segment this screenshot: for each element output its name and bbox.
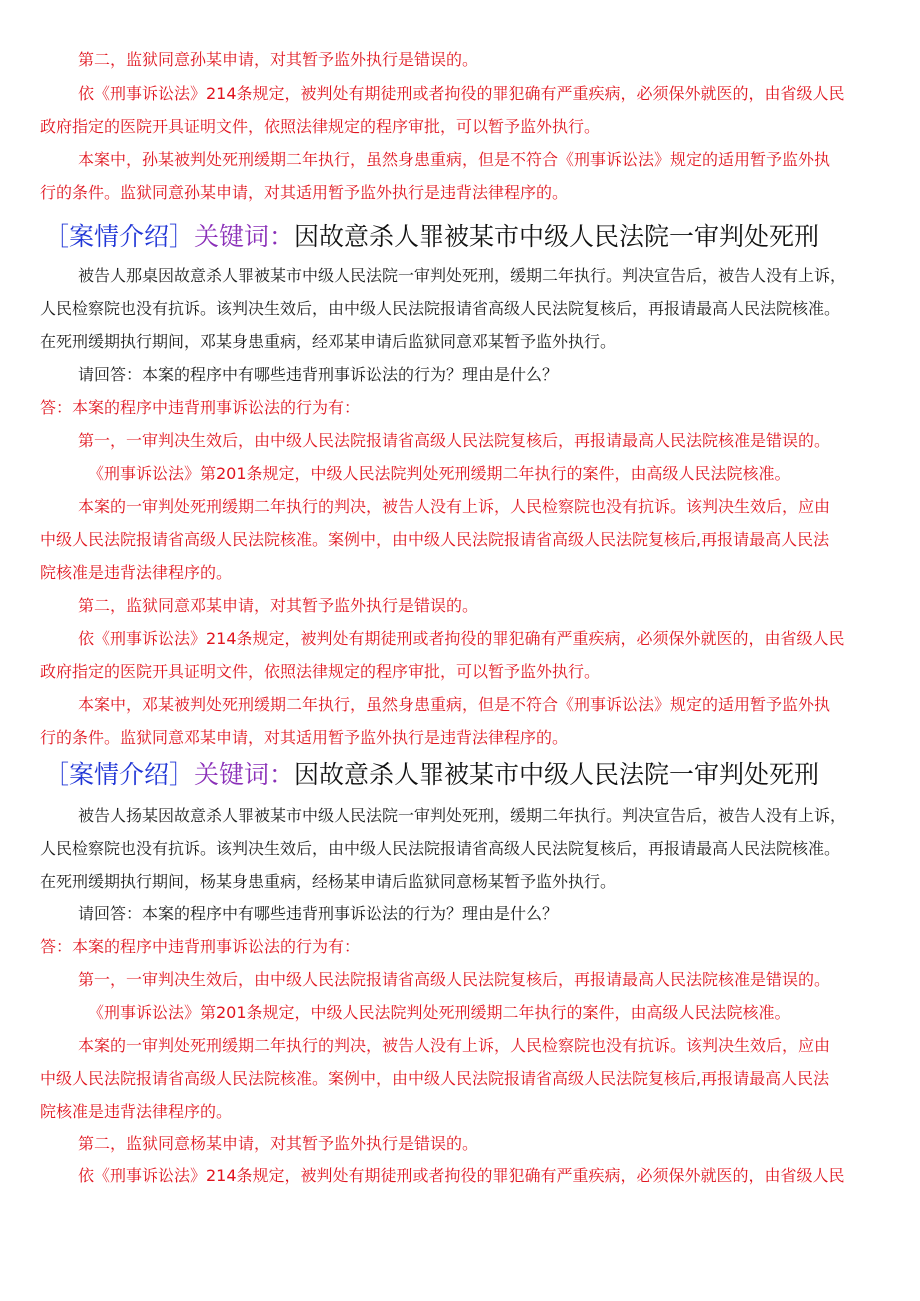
- case-intro-line-1: 被告人扬某因故意杀人罪被某市中级人民法院一审判处死刑，缓期二年执行。判决宣告后，被告人没有上诉，: [78, 806, 847, 825]
- case-analysis-line-2: 行的条件。监狱同意孙某申请，对其适用暂予监外执行是违背法律程序的。: [40, 183, 569, 202]
- case-analysis-line-1: 本案中，孙某被判处死刑缓期二年执行，虽然身患重病，但是不符合《刑事诉讼法》规定的适用暂予监外执: [78, 150, 831, 169]
- analysis-line-1: 本案的一审判处死刑缓期二年执行的判决，被告人没有上诉，人民检察院也没有抗诉。该判决生效后，应由: [78, 1036, 831, 1055]
- analysis-line-3: 院核准是违背法律程序的。: [40, 563, 233, 582]
- case-heading-bracket: ［案情介绍］: [44, 222, 195, 251]
- analysis-line-2: 中级人民法院报请省高级人民法院核准。案例中，由中级人民法院报请省高级人民法院复核后,再报请最高人民法: [40, 1069, 830, 1088]
- answer-second-point: 第二，监狱同意杨某申请，对其暂予监外执行是错误的。: [78, 1134, 479, 1153]
- law-214-line-1: 依《刑事诉讼法》214条规定，被判处有期徒刑或者拘役的罪犯确有严重疾病，必须保外就医的，由省级人民: [78, 84, 845, 103]
- case-intro-line-2: 人民检察院也没有抗诉。该判决生效后，由中级人民法院报请省高级人民法院复核后，再报请最高人民法院核准。: [40, 299, 841, 318]
- case-heading: [44, 222, 819, 252]
- case-heading-keyword-label: 关键词：: [194, 760, 295, 789]
- answer-intro: 答：本案的程序中违背刑事诉讼法的行为有：: [40, 937, 361, 956]
- answer-first-point: 第一，一审判决生效后，由中级人民法院报请省高级人民法院复核后，再报请最高人民法院核准是错误的。: [78, 431, 831, 450]
- case-heading-keyword-label: 关键词：: [194, 222, 295, 251]
- case-intro-line-1: 被告人那桌因故意杀人罪被某市中级人民法院一审判处死刑，缓期二年执行。判决宣告后，被告人没有上诉，: [78, 266, 847, 285]
- case-intro-line-2: 人民检察院也没有抗诉。该判决生效后，由中级人民法院报请省高级人民法院复核后，再报请最高人民法院核准。: [40, 839, 841, 858]
- law-214-line-2: 政府指定的医院开具证明文件，依照法律规定的程序审批，可以暂予监外执行。: [40, 117, 601, 136]
- case-analysis-line-1: 本案中，邓某被判处死刑缓期二年执行，虽然身患重病，但是不符合《刑事诉讼法》规定的适用暂予监外执: [78, 695, 831, 714]
- case-intro-line-3: 在死刑缓期执行期间，邓某身患重病，经邓某申请后监狱同意邓某暂予监外执行。: [40, 332, 617, 351]
- case-analysis-line-2: 行的条件。监狱同意邓某申请，对其适用暂予监外执行是违背法律程序的。: [40, 728, 569, 747]
- law-214-line-1: 依《刑事诉讼法》214条规定，被判处有期徒刑或者拘役的罪犯确有严重疾病，必须保外就医的，由省级人民: [78, 1166, 845, 1185]
- case-question: 请回答：本案的程序中有哪些违背刑事诉讼法的行为？理由是什么？: [78, 904, 559, 923]
- case-heading-keyword: 因故意杀人罪被某市中级人民法院一审判处死刑: [294, 760, 820, 789]
- case-heading-bracket: ［案情介绍］: [44, 760, 195, 789]
- case-question: 请回答：本案的程序中有哪些违背刑事诉讼法的行为？理由是什么？: [78, 365, 559, 384]
- case-heading-keyword: 因故意杀人罪被某市中级人民法院一审判处死刑: [294, 222, 820, 251]
- law-214-line-2: 政府指定的医院开具证明文件，依照法律规定的程序审批，可以暂予监外执行。: [40, 662, 601, 681]
- analysis-line-3: 院核准是违背法律程序的。: [40, 1102, 233, 1121]
- answer-second-point: 第二，监狱同意邓某申请，对其暂予监外执行是错误的。: [78, 596, 479, 615]
- law-214-line-1: 依《刑事诉讼法》214条规定，被判处有期徒刑或者拘役的罪犯确有严重疾病，必须保外就医的，由省级人民: [78, 629, 845, 648]
- case-heading: [44, 760, 819, 790]
- analysis-line-2: 中级人民法院报请省高级人民法院核准。案例中，由中级人民法院报请省高级人民法院复核后,再报请最高人民法: [40, 530, 830, 549]
- answer-first-point: 第一，一审判决生效后，由中级人民法院报请省高级人民法院复核后，再报请最高人民法院核准是错误的。: [78, 970, 831, 989]
- law-201-line: 《刑事诉讼法》第201条规定，中级人民法院判处死刑缓期二年执行的案件，由高级人民法院核准。: [88, 1003, 791, 1022]
- law-201-line: 《刑事诉讼法》第201条规定，中级人民法院判处死刑缓期二年执行的案件，由高级人民法院核准。: [88, 464, 791, 483]
- case-intro-line-3: 在死刑缓期执行期间，杨某身患重病，经杨某申请后监狱同意杨某暂予监外执行。: [40, 872, 617, 891]
- answer-second-point: 第二，监狱同意孙某申请，对其暂予监外执行是错误的。: [78, 50, 479, 69]
- answer-intro: 答：本案的程序中违背刑事诉讼法的行为有：: [40, 398, 361, 417]
- analysis-line-1: 本案的一审判处死刑缓期二年执行的判决，被告人没有上诉，人民检察院也没有抗诉。该判决生效后，应由: [78, 497, 831, 516]
